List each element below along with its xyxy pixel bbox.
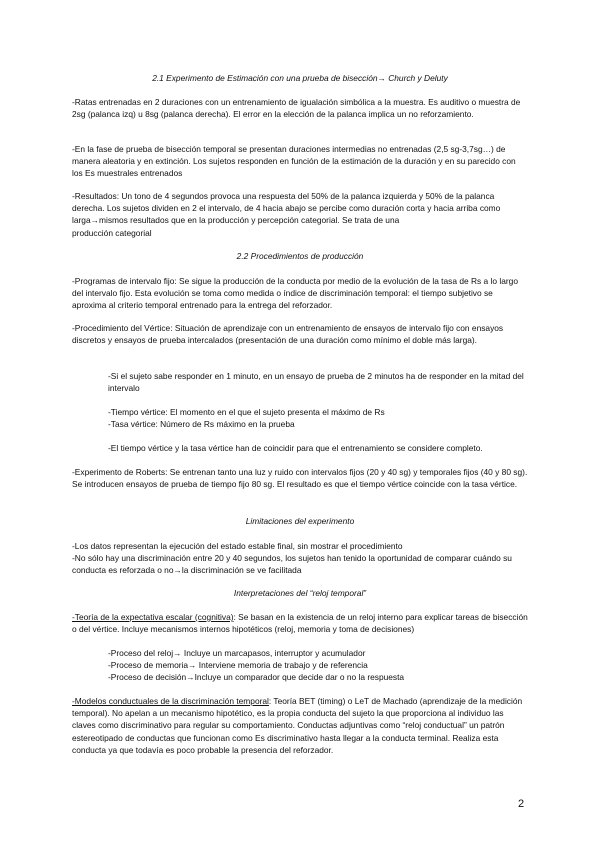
- term-modelos-conductuales: -Modelos conductuales de la discriminación temporal: [72, 696, 269, 706]
- paragraph-fase-prueba: -En la fase de prueba de bisección temporal se presentan duraciones intermedias no entrenadas (2,5 sg-3,7sg…) de manera aleatoria y en extinción. Los sujetos responden en función de la estimación de la duración y en su parecido con los Es muestrales entrenados: [72, 144, 516, 179]
- paragraph-intervalo-fijo: -Programas de intervalo fijo: Se sigue la producción de la conducta por medio de la evolución de la tasa de Rs a lo largo del intervalo fijo. Esta evolución se toma como medida o índice de discriminación temporal: el tiempo subjetivo se aproxima al criterio temporal entrenado para la entrega del reforzador.: [72, 276, 518, 311]
- paragraph-vertice: -Procedimiento del Vértice: Situación de aprendizaje con un entrenamiento de ensayos de intervalo fijo con ensayos discretos y ensayos de prueba intercalados (presentación de una duración como mínimo el doble más larga).: [72, 323, 504, 346]
- paragraph-modelos-conductuales: [72, 695, 528, 756]
- paragraph-roberts: -Experimento de Roberts: Se entrenan tanto una luz y ruido con intervalos fijos (20 y 40 sg) y temporales fijos (40 y 80 sg). Se introducen ensayos de prueba de tiempo fijo 80 sg. El resultado es que el tiempo vértice coincide con la tasa vértice.: [72, 467, 528, 490]
- indent-coincidir: -El tiempo vértice y la tasa vértice han de coincidir para que el entrenamiento se considere completo.: [108, 443, 483, 453]
- indent-tiempo-vertice: -Tiempo vértice: El momento en el que el sujeto presenta el máximo de Rs: [108, 407, 385, 417]
- paragraph-ratas: -Ratas entrenadas en 2 duraciones con un entrenamiento de igualación simbólica a la muestra. Es auditivo o muestra de 2sg (palanca izq) u 8sg (palanca derecha). El error en la elección de la palanca implica un no reforzamiento.: [72, 97, 521, 120]
- paragraph-resultados-text: -Resultados: Un tono de 4 segundos provoca una respuesta del 50% de la palanca izquierda y 50% de la palanca derecha. Los sujetos dividen en 2 el intervalo, de 4 hacia abajo se percibe como duración corta y hacia arriba como larga→mismos resultados que en la producción y percepción categorial. Se trata de una: [72, 191, 501, 226]
- term-expectativa-escalar: -Teoría de la expectativa escalar (cognitiva): [72, 612, 234, 622]
- section-heading-limitaciones: Limitaciones del experimento: [245, 516, 355, 526]
- paragraph-modelos-text: : Teoría BET (timing) o LeT de Machado (aprendizaje de la medición temporal). No apelan a un mecanismo hipotético, es la propia conducta del sujeto la que proporciona al individuo las claves como discriminativo para regular su comportamiento. Conductas adjuntivas como “reloj conductual” un patrón estereotipado de conductas que funcionan como Es discriminativo hasta llegar a la conducta terminal. Realiza esta conducta ya que todavía es poco probable la presencia del reforzador.: [72, 696, 523, 755]
- limitation-item-1: -Los datos representan la ejecución del estado estable final, sin mostrar el procedimiento: [72, 541, 403, 551]
- paragraph-resultados: [72, 190, 528, 239]
- paragraph-expectativa-escalar: [72, 611, 528, 635]
- section-heading-interpretaciones: Interpretaciones del “reloj temporal”: [233, 588, 367, 598]
- limitation-item-2: -No sólo hay una discriminación entre 20 y 40 segundos, los sujetos han tenido la oportunidad de comparar cuándo su conducta es reforzada o no→la discriminación se ve facilitada: [72, 553, 512, 576]
- indent-proceso-reloj: -Proceso del reloj→ Incluye un marcapasos, interruptor y acumulador: [108, 648, 366, 658]
- paragraph-expectativa-text: : Se basan en la existencia de un reloj interno para explicar tareas de bisección o del vértice. Incluye mecanismos internos hipotéticos (reloj, memoria y toma de decisiones): [72, 612, 528, 635]
- indent-tasa-vertice: -Tasa vértice: Número de Rs máximo en la prueba: [108, 419, 295, 429]
- section-heading-estimacion: 2.1 Experimento de Estimación con una prueba de bisección→ Church y Deluty: [152, 73, 448, 83]
- section-heading-produccion: 2.2 Procedimientos de producción: [236, 251, 364, 261]
- paragraph-resultados-end: producción categorial: [72, 227, 152, 238]
- indent-sujeto-sabe: -Si el sujeto sabe responder en 1 minuto, en un ensayo de prueba de 2 minutos ha de responder en la mitad del intervalo: [108, 371, 524, 394]
- indent-proceso-decision: -Proceso de decisión→Incluye un comparador que decide dar o no la respuesta: [108, 672, 405, 682]
- page-number: 2: [518, 798, 525, 810]
- indent-proceso-memoria: -Proceso de memoria→ Interviene memoria de trabajo y de referencia: [108, 660, 368, 670]
